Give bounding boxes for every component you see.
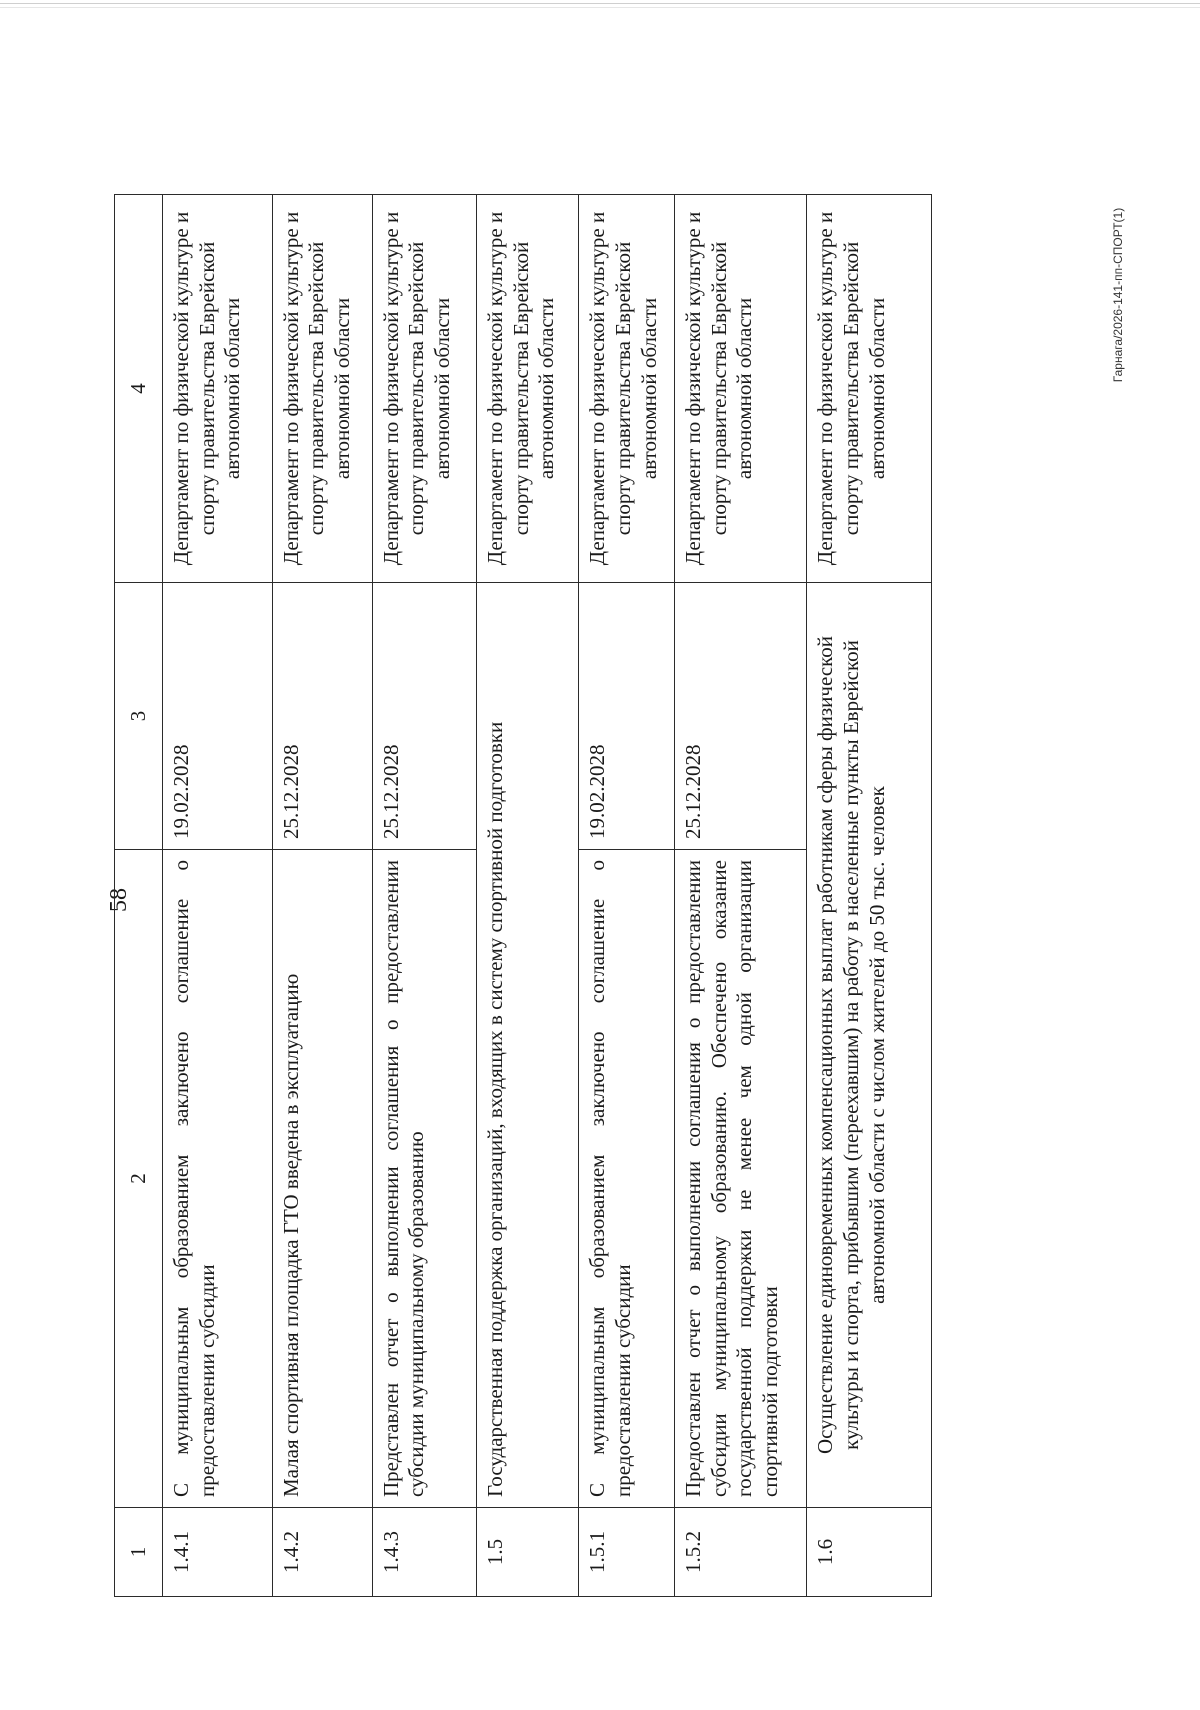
row-date: 19.02.2028	[162, 583, 272, 850]
scan-edge-line	[0, 3, 1200, 4]
row-number: 1.6	[807, 1508, 932, 1597]
row-date: 25.12.2028	[675, 583, 807, 850]
page-number: 58	[106, 888, 132, 912]
table-row	[372, 195, 476, 1597]
document-code-text: Гарнага/2026-141-пп-СПОРТ(1)	[1111, 207, 1125, 383]
row-date: 25.12.2028	[372, 583, 476, 850]
table-header-row	[115, 195, 163, 1597]
section-title: Осуществление единовременных компенсационных выплат работникам сферы физической культуры и спорта, прибывшим (переехавшим) на работу в населенные пункты Еврейской автономной области с числом жителей до 50 тыс. человек	[807, 583, 932, 1508]
plan-table	[114, 194, 932, 1597]
row-responsible: Департамент по физической культуре и спорту правительства Еврейской автономной области	[807, 195, 932, 583]
row-responsible: Департамент по физической культуре и спорту правительства Еврейской автономной области	[477, 195, 579, 583]
row-number: 1.4.2	[272, 1508, 372, 1597]
row-description: С муниципальным образованием заключено соглашение о предоставлении субсидии	[579, 850, 675, 1508]
header-cell: 4	[115, 195, 163, 583]
row-responsible: Департамент по физической культуре и спорту правительства Еврейской автономной области	[372, 195, 476, 583]
header-cell: 1	[115, 1508, 163, 1597]
row-description: С муниципальным образованием заключено соглашение о предоставлении субсидии	[162, 850, 272, 1508]
row-number: 1.5.1	[579, 1508, 675, 1597]
header-cell: 2	[115, 850, 163, 1508]
row-description: Малая спортивная площадка ГТО введена в эксплуатацию	[272, 850, 372, 1508]
table-row-section	[477, 195, 579, 1597]
table-row	[272, 195, 372, 1597]
scan-edge-line-secondary	[0, 7, 1200, 8]
row-responsible: Департамент по физической культуре и спорту правительства Еврейской автономной области	[162, 195, 272, 583]
document-code	[1108, 170, 1128, 420]
row-description: Представлен отчет о выполнении соглашения о предоставлении субсидии муниципальному образованию	[372, 850, 476, 1508]
row-number: 1.5.2	[675, 1508, 807, 1597]
table-row	[579, 195, 675, 1597]
table-row-section	[807, 195, 932, 1597]
row-responsible: Департамент по физической культуре и спорту правительства Еврейской автономной области	[675, 195, 807, 583]
table-row	[162, 195, 272, 1597]
header-cell: 3	[115, 583, 163, 850]
row-description: Предоставлен отчет о выполнении соглашения о предоставлении субсидии муниципальному образованию. Обеспечено оказание государственной поддержки не менее чем одной организации спортивной подготовки	[675, 850, 807, 1508]
row-number: 1.4.3	[372, 1508, 476, 1597]
row-number: 1.5	[477, 1508, 579, 1597]
rotated-page	[48, 155, 998, 1665]
row-number: 1.4.1	[162, 1508, 272, 1597]
row-responsible: Департамент по физической культуре и спорту правительства Еврейской автономной области	[579, 195, 675, 583]
row-date: 19.02.2028	[579, 583, 675, 850]
table-row	[675, 195, 807, 1597]
row-responsible: Департамент по физической культуре и спорту правительства Еврейской автономной области	[272, 195, 372, 583]
row-date: 25.12.2028	[272, 583, 372, 850]
section-title: Государственная поддержка организаций, входящих в систему спортивной подготовки	[477, 583, 579, 1508]
